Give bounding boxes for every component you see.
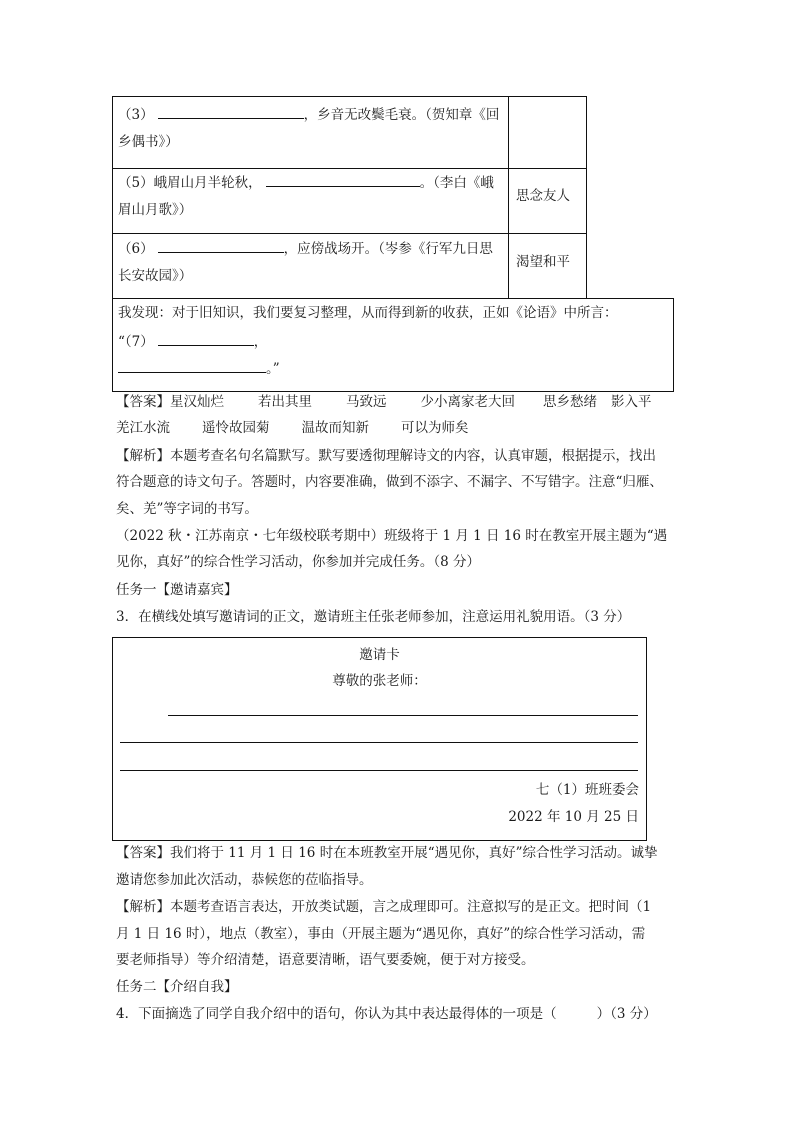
card-date: 2022 年 10 月 25 日 bbox=[508, 809, 639, 825]
question-intro: （2022 秋・江苏南京・七年级校联考期中）班级将于 1 月 1 日 16 时在教室开展主题为“遇 bbox=[116, 528, 668, 544]
answer-item: 思乡愁绪 bbox=[543, 394, 597, 410]
table-border-top bbox=[112, 96, 586, 97]
card-write-line[interactable] bbox=[120, 770, 638, 771]
answer-item: 影入平 bbox=[611, 394, 652, 410]
row-citation: 乡偶书》） bbox=[118, 134, 179, 150]
answer-item: 星汉灿烂 bbox=[170, 394, 224, 410]
answer-item: 马致远 bbox=[346, 394, 387, 410]
fill-blank-5[interactable] bbox=[266, 172, 420, 187]
answer-item: 羌江水流 bbox=[116, 420, 170, 436]
row-suffix: ，应傍战场开。（岑参《行军九日思 bbox=[283, 241, 493, 257]
card-signature: 七（1）班班委会 bbox=[535, 782, 639, 798]
answer-item: 遥怜故园菊 bbox=[202, 420, 270, 436]
answer-item: 温故而知新 bbox=[301, 420, 369, 436]
fill-blank-7a[interactable] bbox=[158, 331, 254, 346]
table-row-divider bbox=[112, 168, 586, 169]
question-prefix: 4．下面摘选了同学自我介绍中的语句，你认为其中表达最得体的一项是（ bbox=[116, 1006, 557, 1022]
fill-blank-6[interactable] bbox=[158, 238, 284, 253]
analysis-text: 【解析】本题考查语言表达，开放类试题，言之成理即可。注意拟写的是正文。把时间（1 bbox=[116, 899, 652, 915]
answer-item: 可以为师矣 bbox=[401, 420, 469, 436]
answer-text: 邀请您参加此次活动，恭候您的莅临指导。 bbox=[116, 872, 373, 888]
answer-text: 【答案】我们将于 11 月 1 日 16 时在本班教室开展“遇见你，真好”综合性学习活动。诚挚 bbox=[116, 845, 658, 861]
quote-comma: ， bbox=[253, 334, 268, 350]
question-text: 3．在横线处填写邀请词的正文，邀请班主任张老师参加，注意运用礼貌用语。（3 分） bbox=[116, 609, 631, 625]
task-title: 任务一【邀请嘉宾】 bbox=[116, 582, 238, 598]
discovery-quote-line bbox=[118, 358, 280, 379]
answer-line bbox=[116, 418, 469, 438]
row-suffix: 。（李白《峨 bbox=[419, 175, 494, 191]
row-prefix: （5）峨眉山月半轮秋， bbox=[118, 175, 262, 191]
card-write-line[interactable] bbox=[168, 715, 638, 716]
row-prefix: （3） bbox=[118, 107, 154, 123]
analysis-text: 月 1 日 16 时），地点（教室），事由（开展主题为“遇见你，真好”的综合性学习活动，需 bbox=[116, 926, 646, 942]
theme-cell: 渴望和平 bbox=[516, 254, 570, 270]
card-write-line[interactable] bbox=[120, 742, 638, 743]
card-salutation: 尊敬的张老师： bbox=[332, 673, 427, 689]
discovery-text: 我发现：对于旧知识，我们要复习整理，从而得到新的收获，正如《论语》中所言： bbox=[118, 305, 618, 321]
row-prefix: （6） bbox=[118, 241, 154, 257]
row-citation: 长安故园》） bbox=[118, 268, 193, 284]
question-suffix: ）（3 分） bbox=[596, 1006, 657, 1022]
task-title: 任务二【介绍自我】 bbox=[116, 979, 238, 995]
answer-item: 若出其里 bbox=[258, 394, 312, 410]
analysis-text: 要老师指导）等介绍清楚，语意要清晰，语气要委婉，便于对方接受。 bbox=[116, 952, 535, 968]
fill-blank-7b[interactable] bbox=[118, 358, 266, 373]
table-row bbox=[118, 172, 494, 193]
card-title: 邀请卡 bbox=[359, 647, 400, 663]
quote-end: 。” bbox=[266, 361, 280, 377]
table-row-divider bbox=[112, 233, 586, 234]
table-row bbox=[118, 104, 499, 125]
fill-blank-3[interactable] bbox=[158, 104, 304, 119]
table-border-left bbox=[112, 96, 113, 298]
table-row bbox=[118, 238, 493, 259]
row-suffix: ，乡音无改鬓毛衰。（贺知章《回 bbox=[303, 107, 500, 123]
theme-cell: 思念友人 bbox=[516, 188, 570, 204]
table-col-divider bbox=[508, 96, 509, 298]
question-intro: 见你，真好”的综合性学习活动，你参加并完成任务。（8 分） bbox=[116, 554, 481, 570]
analysis-text: 【解析】本题考查名句名篇默写。默写要透彻理解诗文的内容，认真审题，根据提示，找出 bbox=[116, 448, 656, 464]
analysis-text: 符合题意的诗文句子。答题时，内容要准确，做到不添字、不漏字、不写错字。注意“归雁、 bbox=[116, 474, 663, 490]
answer-line bbox=[116, 392, 652, 412]
quote-prefix: “（7） bbox=[118, 334, 154, 350]
question-text bbox=[116, 1004, 657, 1024]
analysis-text: 矣、羌”等字词的书写。 bbox=[116, 501, 258, 517]
answer-item: 少小离家老大回 bbox=[420, 394, 515, 410]
answer-label: 【答案】 bbox=[116, 394, 170, 410]
discovery-quote-line bbox=[118, 331, 267, 352]
row-citation: 眉山月歌》） bbox=[118, 202, 193, 218]
table-border-right bbox=[586, 96, 587, 298]
